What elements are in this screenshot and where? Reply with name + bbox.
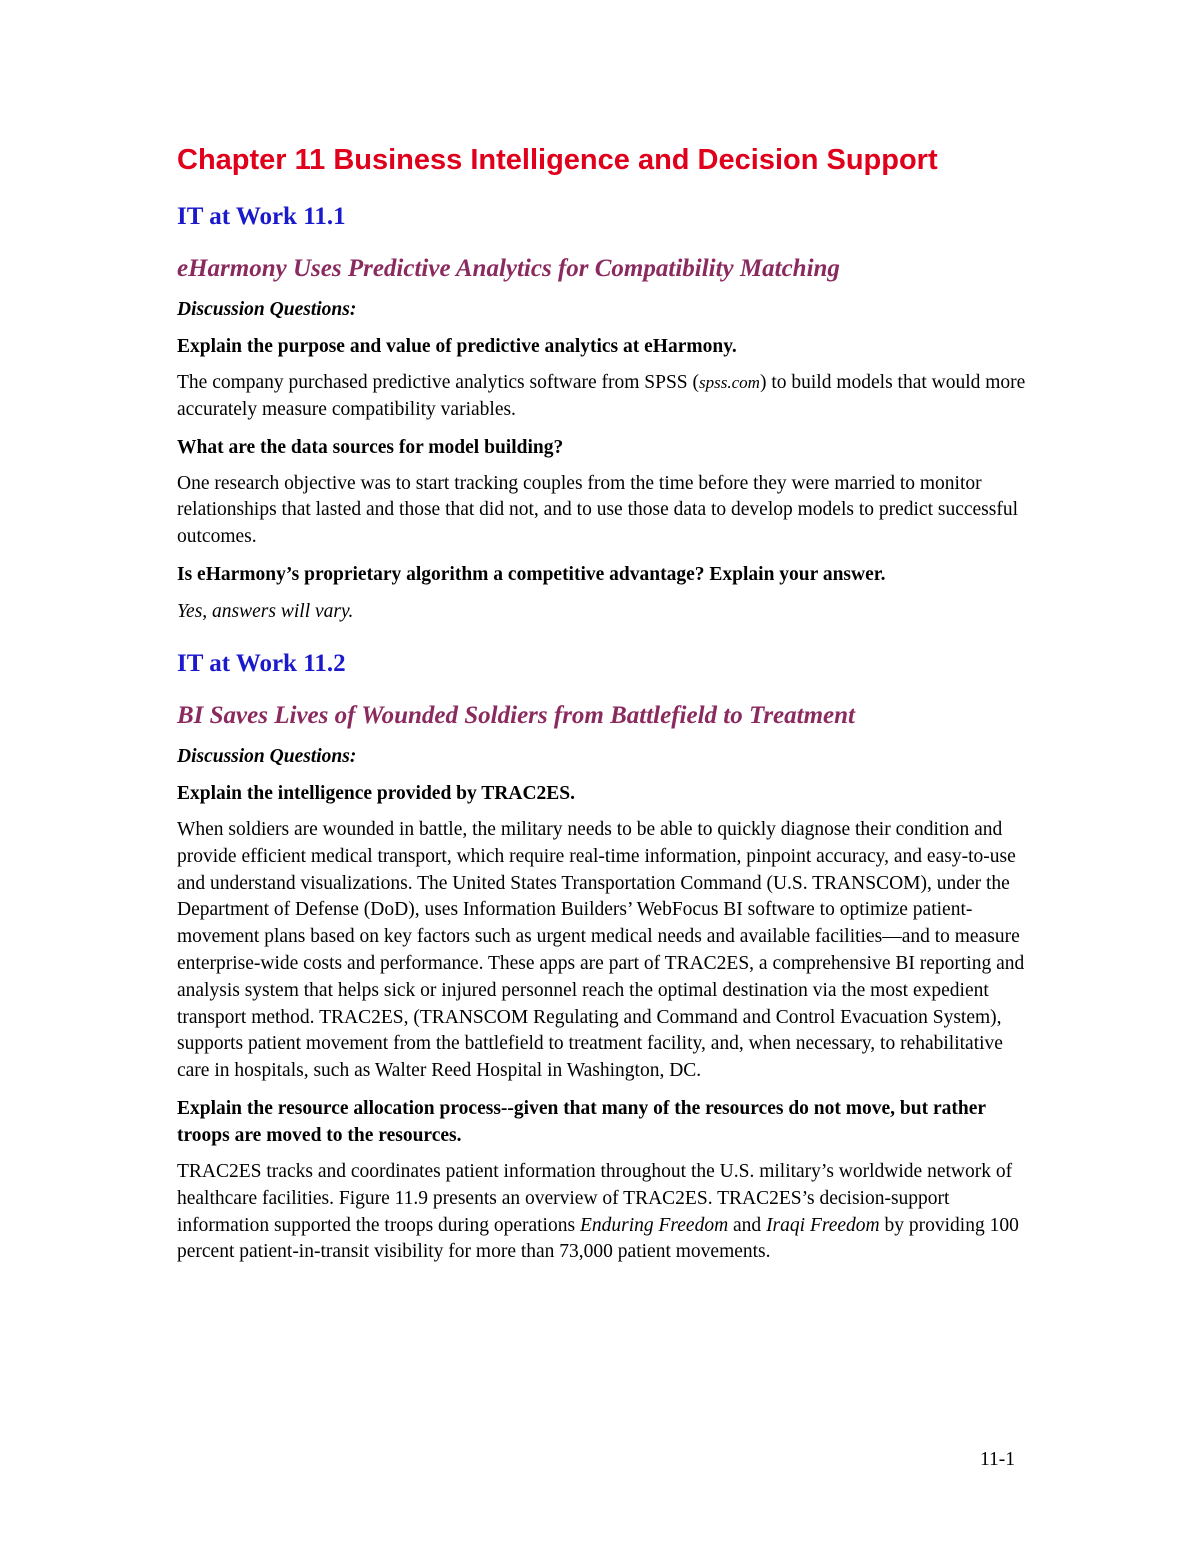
document-page (177, 140, 1027, 1276)
question: Is eHarmony’s proprietary algorithm a competitive advantage? Explain your answer. (177, 563, 886, 585)
section-it-at-work-11-2 (177, 647, 1027, 1266)
answer (177, 370, 1027, 424)
answer: One research objective was to start tracking couples from the time before they were married to monitor relationships that lasted and those that did not, and to use those data to develop models to predict successful outcomes. (177, 472, 1019, 548)
answer-text: The company purchased predictive analytics software from SPSS ( (177, 372, 700, 393)
question: Explain the purpose and value of predictive analytics at eHarmony. (177, 336, 737, 357)
emphasis-text: Iraqi Freedom (766, 1214, 880, 1236)
discussion-questions-label: Discussion Questions: (177, 745, 357, 767)
case-title: BI Saves Lives of Wounded Soldiers from Battlefield to Treatment (177, 701, 855, 729)
answer-text: TRAC2ES tracks and coordinates patient information throughout the U.S. military’s worldwide network of healthcare facilities. Figure 11.9 presents an overview of TRAC2ES. TRAC2ES’s decision-support information supported the troops during operations (177, 1160, 1013, 1236)
chapter-title: Chapter 11 Business Intelligence and Decision Support (177, 144, 938, 176)
section-heading: IT at Work 11.1 (177, 203, 346, 230)
discussion-questions-label: Discussion Questions: (177, 299, 357, 320)
question: Explain the intelligence provided by TRAC2ES. (177, 782, 576, 804)
answer: Yes, answers will vary. (177, 600, 354, 622)
question: What are the data sources for model building? (177, 436, 564, 458)
answer (177, 1159, 1027, 1266)
section-heading: IT at Work 11.2 (177, 649, 346, 677)
case-title: eHarmony Uses Predictive Analytics for Compatibility Matching (177, 255, 840, 282)
page-number: 11-1 (980, 1449, 1016, 1470)
answer-text: ) to build models that would more accurately measure compatibility variables. (177, 372, 1026, 420)
answer: When soldiers are wounded in battle, the military needs to be able to quickly diagnose their condition and provide efficient medical transport, which require real-time information, pinpoint accuracy, and easy-to-use and understand visualizations. The United States Transportation Command (U.S. TRANSCOM), under the Department of Defense (DoD), uses Information Builders’ WebFocus BI software to optimize patient-movement plans based on key factors such as urgent medical needs and available facilities—and to measure enterprise-wide costs and performance. These apps are part of TRAC2ES, a comprehensive BI reporting and analysis system that helps sick or injured personnel reach the optimal destination via the most expedient transport method. TRAC2ES, (TRANSCOM Regulating and Command and Control Evacuation System), supports patient movement from the battlefield to treatment facility, and, when necessary, to rehabilitative care in hospitals, such as Walter Reed Hospital in Washington, DC. (177, 818, 1025, 1082)
answer-text: by providing 100 percent patient-in-transit visibility for more than 73,000 patient movements. (177, 1214, 1019, 1263)
question: Explain the resource allocation process--given that many of the resources do not move, but rather troops are moved to the resources. (177, 1097, 986, 1146)
link-text: spss.com (699, 373, 760, 392)
answer-text: and (728, 1214, 767, 1236)
emphasis-text: Enduring Freedom (579, 1214, 729, 1236)
section-it-at-work-11-1 (177, 200, 1027, 625)
